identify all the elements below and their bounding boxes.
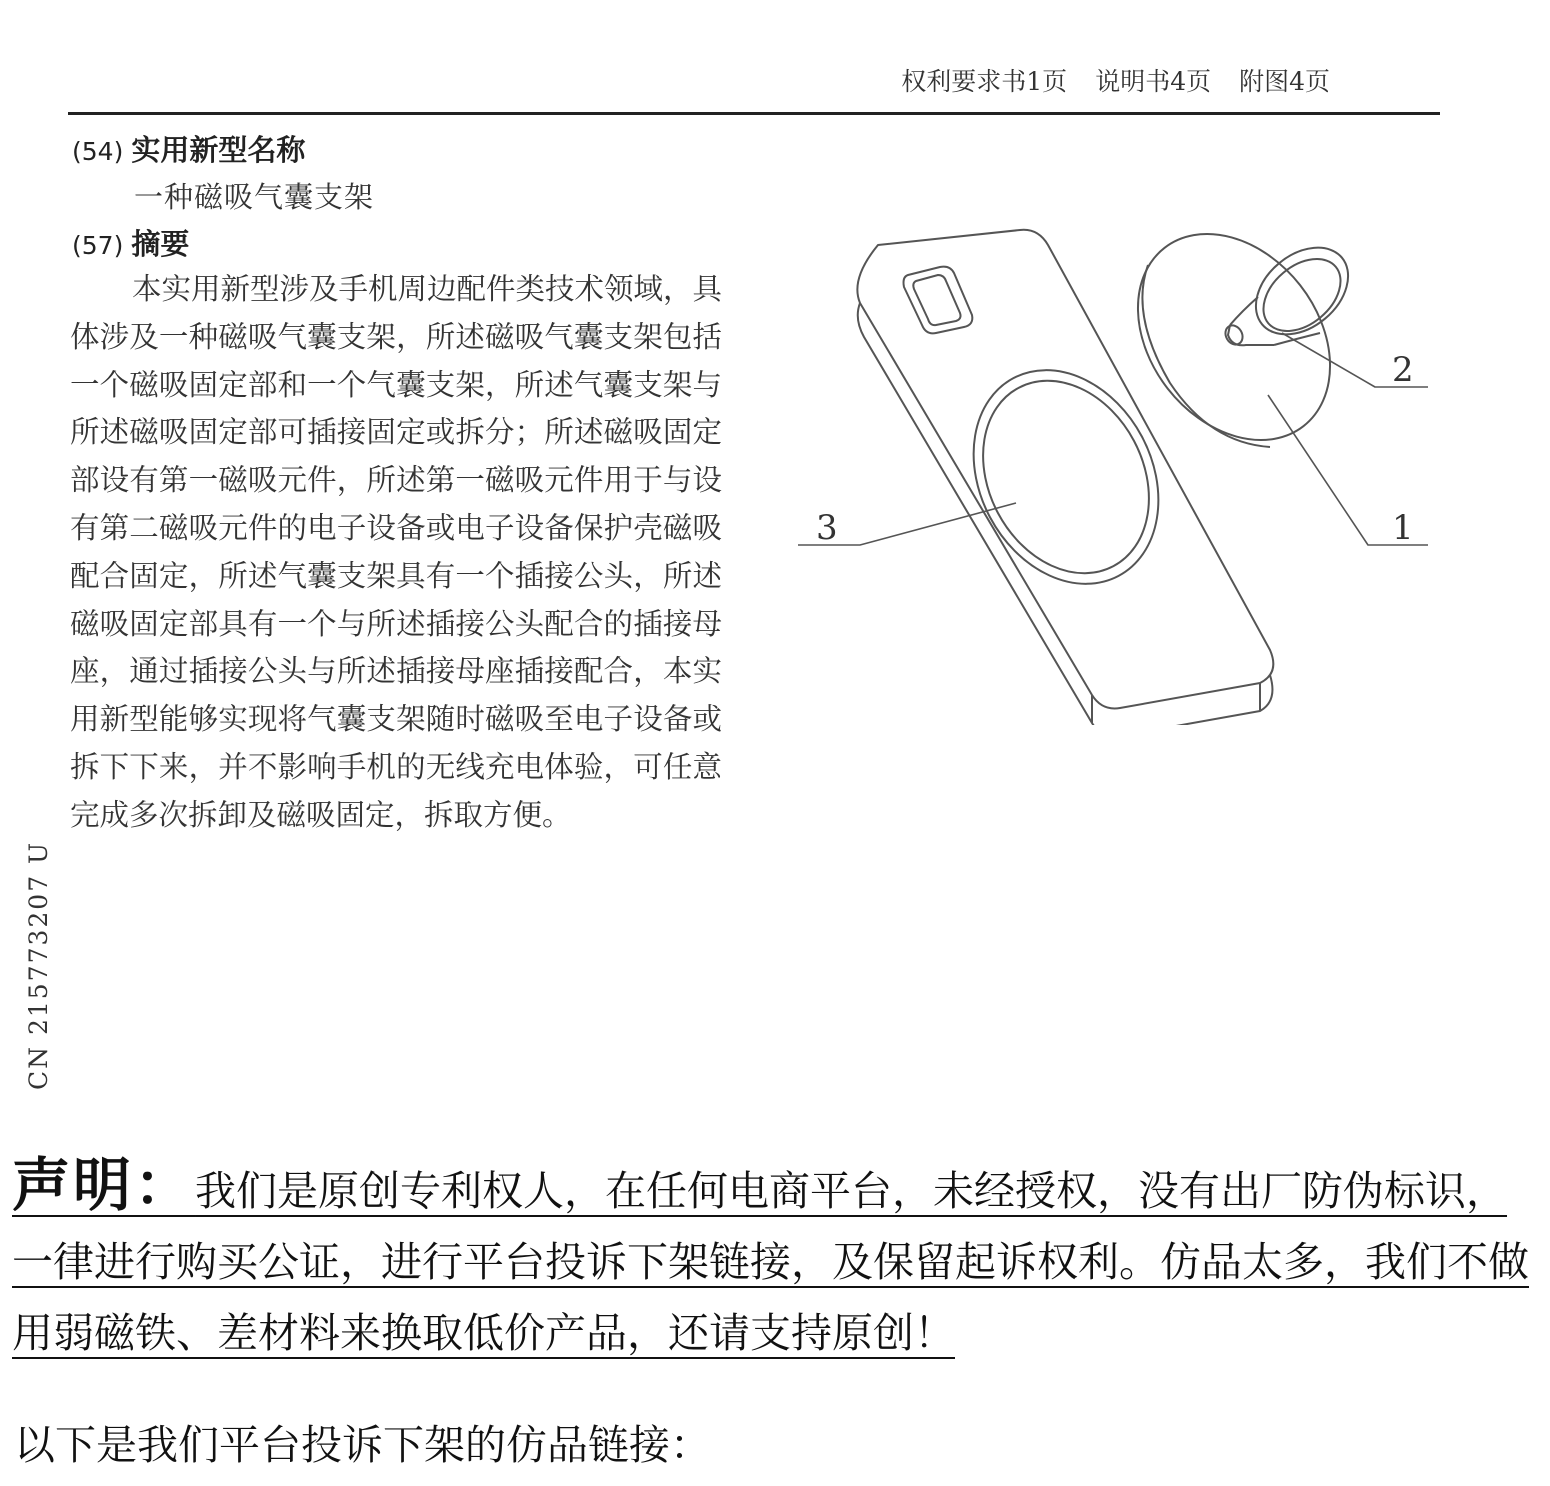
abstract-section-label: 摘要 (131, 227, 190, 261)
phone-case-drawing (857, 230, 1273, 725)
magnetic-base-drawing (1098, 215, 1370, 478)
description-page-count: 说明书4页 (1095, 67, 1212, 96)
utility-model-title: 一种磁吸气囊支架 (134, 180, 375, 214)
abstract-section-heading (72, 222, 189, 263)
figure-label-3: 3 (816, 508, 838, 548)
patent-figure (790, 215, 1440, 725)
copyright-notice (12, 1150, 1532, 1369)
header-rule (68, 112, 1440, 115)
title-section-heading (72, 128, 305, 169)
page-count-header (0, 62, 1330, 98)
links-intro: 以下是我们平台投诉下架的仿品链接： (14, 1421, 711, 1469)
notice-text: 我们是原创专利权人，在任何电商平台，未经授权，没有出厂防伪标识，一律进行购买公证，进行平台投诉下架链接，及保留起诉权利。仿品太多，我们不做用弱磁铁、差材料来换取低价产品，还请支持原创！ (12, 1167, 1529, 1357)
airbag-holder-drawing (1222, 230, 1365, 352)
title-section-code: (54) (72, 137, 124, 166)
patent-number: CN 215773207 U (24, 840, 53, 1090)
claims-page-count: 权利要求书1页 (901, 67, 1068, 96)
notice-lead: 声明： (12, 1151, 196, 1219)
figure-label-1: 1 (1392, 508, 1414, 548)
title-section-label: 实用新型名称 (131, 133, 306, 167)
abstract-body (70, 266, 722, 840)
drawings-page-count: 附图4页 (1239, 67, 1330, 96)
figure-label-2: 2 (1392, 350, 1414, 390)
abstract-text: 本实用新型涉及手机周边配件类技术领域，具体涉及一种磁吸气囊支架，所述磁吸气囊支架包括一个磁吸固定部和一个气囊支架，所述气囊支架与所述磁吸固定部可插接固定或拆分；所述磁吸固定部设有第一磁吸元件，所述第一磁吸元件用于与设有第二磁吸元件的电子设备或电子设备保护壳磁吸配合固定，所述气囊支架具有一个插接公头，所述磁吸固定部具有一个与所述插接公头配合的插接母座，通过插接公头与所述插接母座插接配合，本实用新型能够实现将气囊支架随时磁吸至电子设备或拆下下来，并不影响手机的无线充电体验，可任意完成多次拆卸及磁吸固定，拆取方便。 (70, 272, 723, 832)
abstract-section-code: (57) (72, 231, 124, 260)
